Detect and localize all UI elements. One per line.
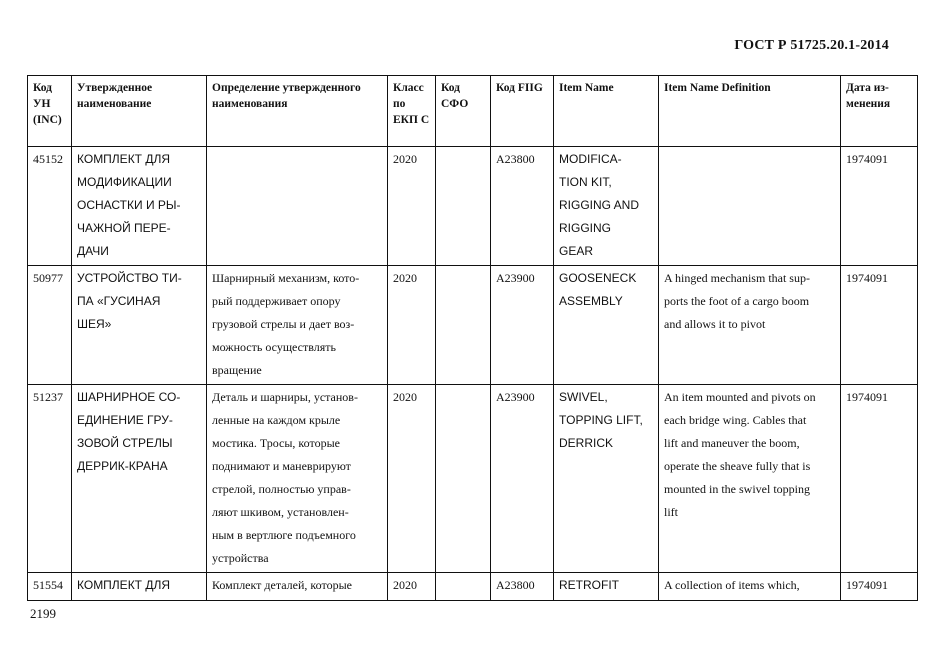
cell-name-ru	[72, 573, 207, 601]
cell-name-ru	[72, 266, 207, 385]
cell-line: ASSEMBLY	[559, 294, 623, 308]
header-line: С	[420, 114, 430, 126]
col-header-sfo	[436, 76, 491, 147]
cell-line: lift and maneuver the boom,	[664, 436, 800, 450]
cell-line: A collection of items which,	[664, 578, 800, 592]
cell-line: можность осуществлять	[212, 340, 336, 354]
cell-sfo	[436, 147, 491, 266]
cell-name-ru	[72, 385, 207, 573]
cell-line: ШАРНИРНОЕ СО-	[77, 390, 181, 404]
cell-def-ru	[207, 385, 388, 573]
cell-line: стрелой, полностью управ-	[212, 482, 351, 496]
cell-line: ОСНАСТКИ И РЫ-	[77, 198, 181, 212]
cell-line: lift	[664, 505, 678, 519]
cell-line: ЗОВОЙ СТРЕЛЫ	[77, 436, 173, 450]
cell-line: GEAR	[559, 244, 594, 258]
cell-sfo	[436, 385, 491, 573]
cell-line: SWIVEL,	[559, 390, 608, 404]
cell-line: ЧАЖНОЙ ПЕРЕ-	[77, 221, 171, 235]
cell-class: 2020	[388, 385, 436, 573]
cell-date: 1974091	[841, 266, 918, 385]
header-line: Код	[441, 82, 461, 94]
cell-line: МОДИФИКАЦИИ	[77, 175, 172, 189]
header-line: СФО	[441, 98, 469, 110]
header-row	[28, 76, 918, 147]
cell-def-ru	[207, 147, 388, 266]
cell-line: КОМПЛЕКТ ДЛЯ	[77, 578, 171, 592]
header-line: наименования	[212, 98, 288, 110]
header-line: (INC)	[33, 114, 62, 126]
cell-line: TION KIT,	[559, 175, 612, 189]
cell-fiig: A23800	[491, 147, 554, 266]
cell-fiig: A23900	[491, 385, 554, 573]
header-line: менения	[846, 98, 891, 110]
cell-line: ДЕРРИК-КРАНА	[77, 459, 168, 473]
cell-code: 45152	[28, 147, 72, 266]
cell-line: ШЕЯ»	[77, 317, 112, 331]
cell-line: грузовой стрелы и дает воз-	[212, 317, 355, 331]
cell-fiig: A23900	[491, 266, 554, 385]
cell-class: 2020	[388, 147, 436, 266]
cell-line: мостика. Тросы, которые	[212, 436, 340, 450]
col-header-item-name	[554, 76, 659, 147]
nomenclature-table	[27, 75, 918, 601]
cell-item-def	[659, 266, 841, 385]
table-row	[28, 385, 918, 573]
table-row	[28, 573, 918, 601]
cell-line: Шарнирный механизм, кото-	[212, 271, 360, 285]
header-line: наименование	[77, 98, 152, 110]
cell-class: 2020	[388, 573, 436, 601]
cell-sfo	[436, 266, 491, 385]
header-line: Код	[33, 82, 53, 94]
standard-designation: ГОСТ Р 51725.20.1-2014	[734, 38, 889, 53]
cell-item-name	[554, 147, 659, 266]
cell-def-ru	[207, 266, 388, 385]
cell-line: DERRICK	[559, 436, 614, 450]
cell-code: 50977	[28, 266, 72, 385]
cell-line: RETROFIT	[559, 578, 619, 592]
header-line: FIIG	[517, 82, 543, 94]
cell-line: An item mounted and pivots on	[664, 390, 816, 404]
cell-line: ным в вертлюге подъемного	[212, 528, 356, 542]
cell-line: ленные на каждом крыле	[212, 413, 341, 427]
cell-line: ляют шкивом, установлен-	[212, 505, 349, 519]
cell-line: ПА «ГУСИНАЯ	[77, 294, 161, 308]
cell-name-ru	[72, 147, 207, 266]
col-header-item-def	[659, 76, 841, 147]
cell-date: 1974091	[841, 385, 918, 573]
cell-sfo	[436, 573, 491, 601]
col-header-date	[841, 76, 918, 147]
cell-line: RIGGING AND	[559, 198, 640, 212]
col-header-class	[388, 76, 436, 147]
col-header-name-ru	[72, 76, 207, 147]
cell-line: ЕДИНЕНИЕ ГРУ-	[77, 413, 173, 427]
cell-code: 51554	[28, 573, 72, 601]
cell-item-name	[554, 573, 659, 601]
cell-date: 1974091	[841, 147, 918, 266]
header-line: ЕКП	[393, 114, 418, 126]
cell-line: поднимают и маневрируют	[212, 459, 351, 473]
header-line: Утвержденное	[77, 82, 153, 94]
cell-line: each bridge wing. Cables that	[664, 413, 807, 427]
cell-def-ru	[207, 573, 388, 601]
table-row	[28, 147, 918, 266]
cell-line: ports the foot of a cargo boom	[664, 294, 810, 308]
cell-line: КОМПЛЕКТ ДЛЯ	[77, 152, 171, 166]
cell-line: Деталь и шарниры, установ-	[212, 390, 358, 404]
cell-line: Комплект деталей, которые	[212, 578, 352, 592]
col-header-code	[28, 76, 72, 147]
cell-line: and allows it to pivot	[664, 317, 766, 331]
header-line: Item Name Definition	[664, 82, 771, 94]
cell-line: RIGGING	[559, 221, 612, 235]
cell-line: TOPPING LIFT,	[559, 413, 643, 427]
cell-line: MODIFICA-	[559, 152, 622, 166]
cell-item-def	[659, 385, 841, 573]
col-header-def-ru	[207, 76, 388, 147]
cell-line: GOOSENECK	[559, 271, 637, 285]
cell-code: 51237	[28, 385, 72, 573]
cell-line: вращение	[212, 363, 262, 377]
header-line: Код	[496, 82, 516, 94]
header-line: утвержденного	[282, 82, 361, 94]
page-number: 2199	[30, 606, 56, 621]
col-header-fiig	[491, 76, 554, 147]
cell-line: operate the sheave fully that is	[664, 459, 811, 473]
cell-line: ДАЧИ	[77, 244, 109, 258]
header-line: Item Name	[559, 82, 614, 94]
header-line: Класс	[393, 82, 424, 94]
cell-date: 1974091	[841, 573, 918, 601]
cell-line: устройства	[212, 551, 269, 565]
cell-item-name	[554, 266, 659, 385]
cell-line: mounted in the swivel topping	[664, 482, 810, 496]
header-line: по	[393, 98, 406, 110]
cell-item-def	[659, 147, 841, 266]
cell-item-def	[659, 573, 841, 601]
cell-line: УСТРОЙСТВО ТИ-	[77, 271, 182, 285]
header-line: УН	[33, 98, 51, 110]
header-line: Дата из-	[846, 82, 889, 94]
cell-line: рый поддерживает опору	[212, 294, 341, 308]
cell-line: A hinged mechanism that sup-	[664, 271, 810, 285]
table-row	[28, 266, 918, 385]
cell-class: 2020	[388, 266, 436, 385]
cell-fiig: A23800	[491, 573, 554, 601]
cell-item-name	[554, 385, 659, 573]
header-line: Определение	[212, 82, 280, 94]
